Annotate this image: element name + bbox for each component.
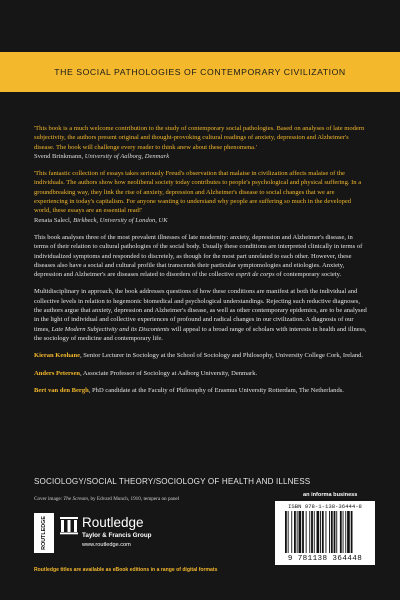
barcode-bar	[322, 511, 324, 553]
barcode-bar	[334, 511, 336, 553]
author-bio	[34, 386, 368, 395]
series-title: THE SOCIAL PATHOLOGIES OF CONTEMPORARY CIVILIZATION	[54, 67, 346, 77]
publisher-url: www.routledge.com	[82, 542, 131, 548]
barcode-bar	[336, 511, 337, 553]
publisher-name: Routledge	[82, 515, 144, 530]
barcode-bar	[297, 511, 298, 553]
ebook-note: Routledge titles are available as eBook editions in a range of digital formats	[34, 567, 218, 573]
cover-text	[34, 124, 368, 403]
author-bio	[34, 369, 368, 378]
description-text: will appeal to a broad range of scholars with interests in health and illness, the sociology of medicine and contemporary life.	[34, 325, 367, 342]
attribution-affiliation: Birkbeck, University of London, UK	[73, 216, 168, 224]
author-name: Kieran Keohane	[34, 352, 81, 360]
barcode-bar	[311, 511, 313, 553]
description-paragraph	[34, 233, 368, 279]
description-paragraph	[34, 287, 368, 343]
barcode-bar	[326, 511, 327, 553]
barcode-bar	[285, 511, 287, 553]
attribution-affiliation: University of Aalborg, Denmark	[84, 152, 170, 160]
author-description: , Senior Lecturer in Sociology at the School of Sociology and Philosophy, University College Cork, Ireland.	[80, 352, 364, 360]
routledge-pillars-icon	[59, 515, 79, 535]
barcode-bar	[302, 511, 304, 553]
barcode-bar	[309, 511, 310, 553]
informa-tagline: an informa business	[303, 492, 358, 498]
author-name: Anders Petersen	[34, 369, 80, 377]
description-text: Multidisciplinary in approach, the book addresses questions of how these conditions are manifest at both the individual and collective levels in relation to hegemonic biomedical and psychological understandings. Rejecting such reductive diagnoses, the authors argue that anxiety, depression and Alzheimer's disease, as well as other contemporary epidemics, are to be analysed in the light of individual and collective experiences of profound and radical changes in our civilization. A diagnosis of our times,	[34, 288, 367, 333]
isbn-number: ISBN 978-1-138-36444-8	[288, 503, 362, 510]
barcode-bar	[329, 511, 330, 553]
series-banner	[0, 52, 400, 92]
barcode-digits: 9 781138 364448	[287, 555, 363, 563]
author-description: , PhD candidate at the Faculty of Philosophy of Erasmus University Rotterdam, The Netherlands.	[88, 386, 344, 394]
barcode-bar	[314, 511, 315, 553]
description-text: of contemporary society.	[274, 271, 342, 279]
description-italic: esprit de corps	[235, 271, 275, 279]
publisher-spine-stripe	[34, 513, 54, 553]
endorsement-quote	[34, 124, 368, 161]
cover-image-credit	[34, 496, 179, 502]
barcode-bar	[347, 511, 350, 553]
attribution-name: Renata Salecl,	[34, 216, 74, 224]
barcode-bar	[294, 511, 296, 553]
barcode-bar	[340, 511, 342, 553]
barcode-bar	[288, 511, 289, 553]
stripe-label: ROUTLEDGE	[41, 516, 47, 550]
credit-prefix: Cover image:	[34, 496, 64, 502]
barcode-bars	[285, 511, 371, 553]
book-title-italic: Late Modern Subjectivity and its Discontents	[51, 325, 170, 333]
barcode-bar	[331, 511, 333, 553]
barcode-bar	[306, 511, 307, 553]
barcode-bar	[345, 511, 346, 553]
publisher-group: Taylor & Francis Group	[82, 532, 152, 539]
isbn-barcode	[275, 501, 375, 565]
barcode-bar	[320, 511, 321, 553]
author-description: , Associate Professor of Sociology at Aalborg University, Denmark.	[80, 369, 258, 377]
quote-attribution	[34, 217, 168, 224]
endorsement-quote	[34, 169, 368, 225]
barcode-bar	[291, 511, 292, 553]
quote-attribution	[34, 153, 169, 160]
subject-classification: SOCIOLOGY/SOCIAL THEORY/SOCIOLOGY OF HEALTH AND ILLNESS	[34, 477, 311, 486]
attribution-name: Svend Brinkmann,	[34, 152, 85, 160]
barcode-bar	[299, 511, 302, 553]
barcode-bar	[317, 511, 320, 553]
author-bio	[34, 351, 368, 360]
publisher-block	[34, 513, 174, 553]
description-text: This book analyses three of the most prevalent illnesses of late modernity: anxiety, depression and Alzheimer's disease, in terms of their relation to cultural pathologies of the social body. Usually these conditions are interpreted clinically in terms of individualized symptoms and responded to discretely, as though for the most part unrelated to each other. However, these diseases also have a social and cultural profile that transcends their particular symptomologies and etiologies. Anxiety, depression and Alzheimer's are diseases related to disorders of the collective	[34, 233, 363, 279]
artwork-title: The Scream	[63, 496, 88, 502]
author-name: Bert van den Bergh	[34, 386, 89, 394]
barcode-bar	[343, 511, 344, 553]
quote-text: 'This fantastic collection of essays takes seriously Freud's observation that malaise in civilization affects malaise of the individuals. The authors show how neoliberal society today contributes to people's psychological and physical suffering. In a groundbreaking way, they link the rise of anxiety, depression and Alzheimer's disease to social changes that we are experiencing in today's capitalism. For anyone wanting to understand why people are suffering so much in the developed world, these essays are an essential read!'	[34, 170, 362, 215]
quote-text: 'This book is a much welcome contribution to the study of contemporary social pathologies. Based on analyses of late modern subjectivity, the authors present original and thought-provoking cultural readings of anxiety, depression and Alzheimer's disease. The book will challenge every reader to think anew about these phenomena.'	[34, 125, 365, 151]
credit-suffix: , by Edvard Munch, 1910, tempera on panel	[87, 496, 180, 502]
barcode-bar	[351, 511, 353, 553]
